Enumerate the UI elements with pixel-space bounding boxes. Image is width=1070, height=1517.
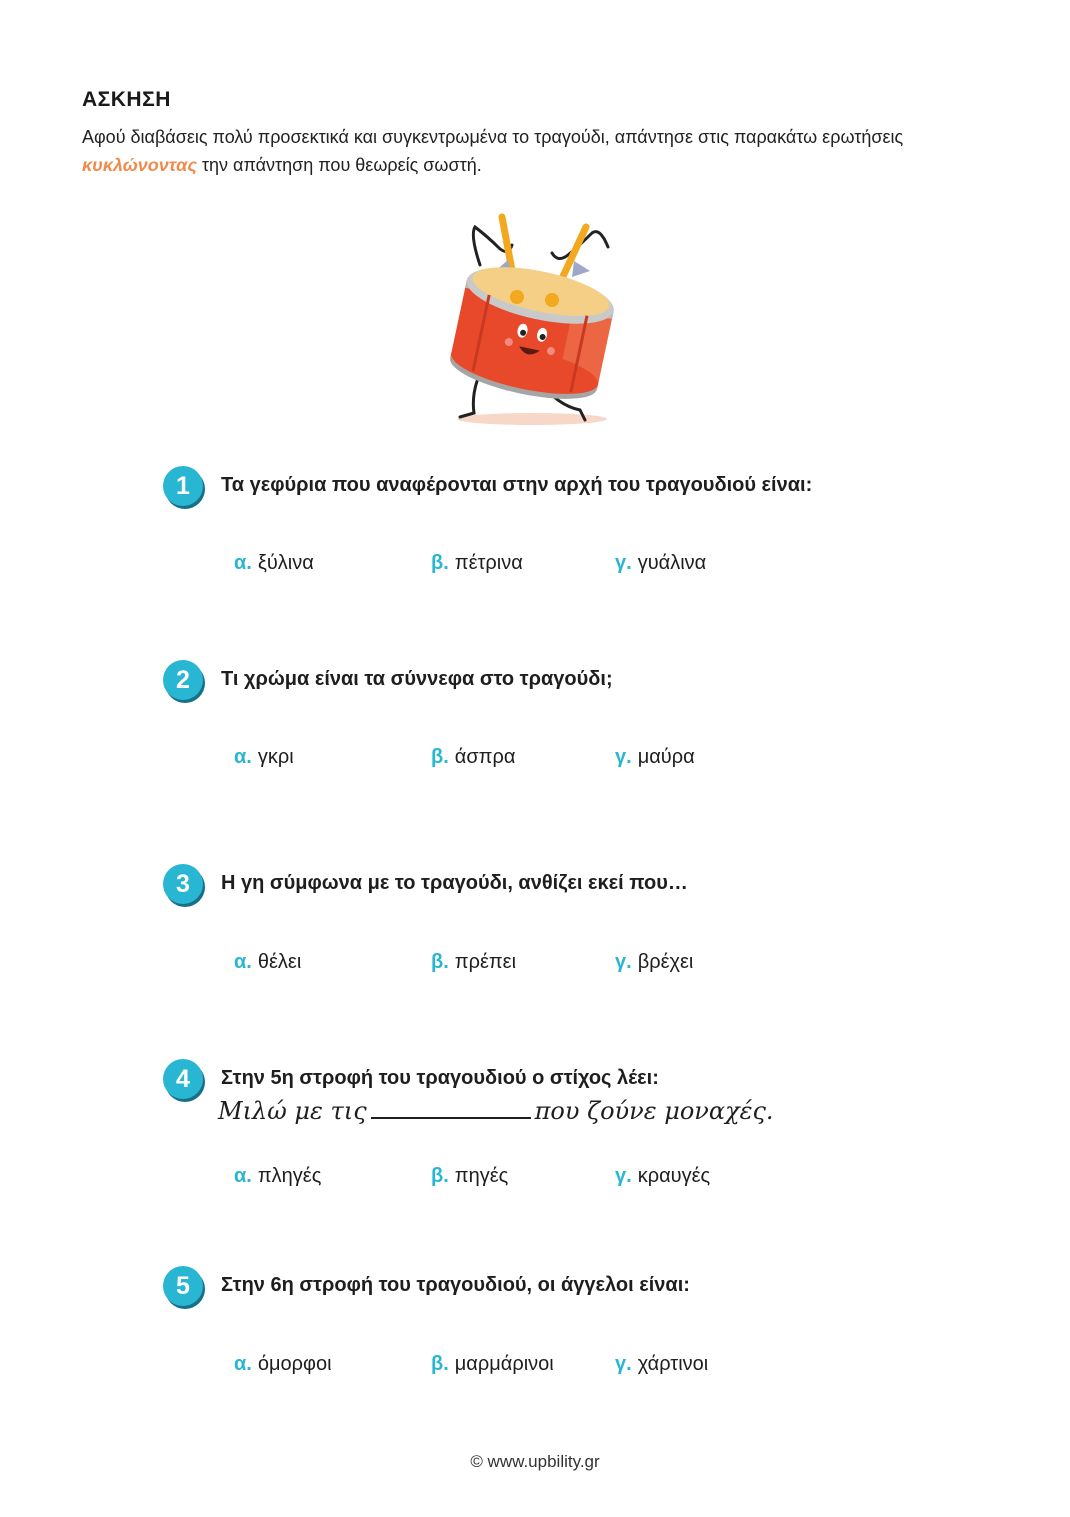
option-letter: α.	[234, 552, 252, 574]
option-text: θέλει	[257, 951, 302, 973]
option-c[interactable]	[615, 1165, 710, 1188]
instructions	[82, 123, 952, 179]
option-text: μαρμάρινοι	[454, 1353, 554, 1375]
instructions-text-2: την απάντηση που θεωρείς σωστή.	[196, 155, 482, 175]
option-text: ξύλινα	[257, 552, 314, 574]
question-number-badge: 5	[163, 1266, 203, 1306]
verse-blank	[371, 1095, 531, 1119]
question-text: Στην 5η στροφή του τραγουδιού ο στίχος λέει:	[221, 1067, 659, 1089]
option-text: άσπρα	[454, 746, 516, 768]
footer-copyright: © www.upbility.gr	[470, 1452, 600, 1471]
option-b[interactable]	[431, 951, 516, 974]
option-letter: β.	[431, 1353, 449, 1375]
option-c[interactable]	[615, 552, 706, 575]
option-a[interactable]	[234, 951, 301, 974]
option-text: πέτρινα	[454, 552, 523, 574]
option-letter: α.	[234, 1165, 252, 1187]
option-a[interactable]	[234, 552, 314, 575]
option-c[interactable]	[615, 951, 693, 974]
option-text: όμορφοι	[257, 1353, 332, 1375]
option-letter: γ.	[615, 552, 632, 574]
question-text: Τα γεφύρια που αναφέρονται στην αρχή του τραγουδιού είναι:	[221, 474, 813, 496]
option-text: γκρι	[257, 746, 294, 768]
option-letter: β.	[431, 552, 449, 574]
option-text: κραυγές	[637, 1165, 711, 1187]
option-letter: γ.	[615, 746, 632, 768]
option-a[interactable]	[234, 746, 294, 769]
question-number-badge: 3	[163, 864, 203, 904]
instructions-text-1: Αφού διαβάσεις πολύ προσεκτικά και συγκεντρωμένα το τραγούδι, απάντησε στις παρακάτω ερωτήσεις	[82, 127, 904, 147]
instructions-highlight: κυκλώνοντας	[82, 155, 197, 175]
option-text: βρέχει	[637, 951, 694, 973]
option-letter: β.	[431, 746, 449, 768]
option-b[interactable]	[431, 1353, 554, 1376]
option-text: πρέπει	[454, 951, 517, 973]
option-letter: γ.	[615, 1353, 632, 1375]
option-text: πληγές	[257, 1165, 322, 1187]
option-a[interactable]	[234, 1165, 321, 1188]
option-b[interactable]	[431, 746, 515, 769]
option-text: μαύρα	[637, 746, 695, 768]
option-text: πηγές	[454, 1165, 509, 1187]
option-letter: β.	[431, 951, 449, 973]
option-c[interactable]	[615, 1353, 708, 1376]
drum-character-icon	[440, 205, 630, 430]
question-text: Η γη σύμφωνα με το τραγούδι, ανθίζει εκεί που…	[221, 872, 688, 894]
song-verse	[218, 1095, 774, 1125]
option-b[interactable]	[431, 552, 523, 575]
option-text: χάρτινοι	[637, 1353, 709, 1375]
verse-after-blank: που ζούνε μοναχές.	[534, 1097, 774, 1125]
option-text: γυάλινα	[637, 552, 707, 574]
option-letter: β.	[431, 1165, 449, 1187]
option-letter: γ.	[615, 1165, 632, 1187]
question-number-badge: 2	[163, 660, 203, 700]
question-number-badge: 4	[163, 1059, 203, 1099]
option-c[interactable]	[615, 746, 695, 769]
question-text: Τι χρώμα είναι τα σύννεφα στο τραγούδι;	[221, 668, 613, 690]
exercise-title: ΑΣΚΗΣΗ	[82, 88, 171, 111]
option-a[interactable]	[234, 1353, 332, 1376]
question-text: Στην 6η στροφή του τραγουδιού, οι άγγελοι είναι:	[221, 1274, 690, 1296]
option-letter: α.	[234, 951, 252, 973]
option-letter: γ.	[615, 951, 632, 973]
option-letter: α.	[234, 1353, 252, 1375]
verse-before-blank: Μιλώ με τις	[218, 1097, 367, 1125]
option-b[interactable]	[431, 1165, 508, 1188]
option-letter: α.	[234, 746, 252, 768]
question-number-badge: 1	[163, 466, 203, 506]
